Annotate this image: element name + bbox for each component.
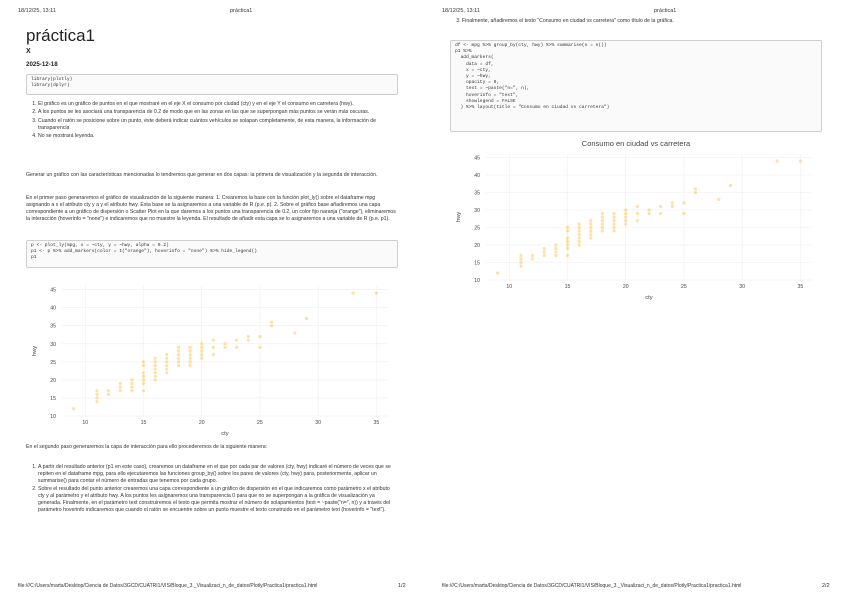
scatter-point[interactable] bbox=[531, 257, 534, 260]
scatter-point[interactable] bbox=[154, 364, 157, 367]
x-axis-label: cty bbox=[645, 295, 653, 301]
scatter-point[interactable] bbox=[200, 342, 203, 345]
scatter-point[interactable] bbox=[589, 226, 592, 229]
scatter-point[interactable] bbox=[165, 371, 168, 374]
scatter-point[interactable] bbox=[612, 219, 615, 222]
scatter-point[interactable] bbox=[554, 250, 557, 253]
y-tick-label: 25 bbox=[474, 225, 480, 232]
scatter-point[interactable] bbox=[636, 212, 639, 215]
scatter-point[interactable] bbox=[165, 357, 168, 360]
code-line: text = ~paste("n=", n), bbox=[455, 86, 530, 92]
scatter-point[interactable] bbox=[142, 389, 145, 392]
scatter-point[interactable] bbox=[375, 292, 378, 295]
scatter-point[interactable] bbox=[578, 240, 581, 243]
scatter-point[interactable] bbox=[659, 205, 662, 208]
code-line: p <- plot_ly(mpg, x = ~cty, y = ~hwy, alpha = 0.2) bbox=[31, 243, 169, 248]
y-tick-label: 20 bbox=[50, 377, 56, 384]
scatter-point[interactable] bbox=[154, 378, 157, 381]
scatter-point[interactable] bbox=[142, 371, 145, 374]
scatter-point[interactable] bbox=[601, 219, 604, 222]
scatter-point[interactable] bbox=[107, 393, 110, 396]
scatter-point[interactable] bbox=[624, 219, 627, 222]
paragraph-intro: Generar un gráfico con las características mencionadas lo tendremos que generar en dos capas: la primera de visualización y la segunda de interacción. bbox=[26, 172, 378, 178]
y-tick-label: 30 bbox=[474, 208, 480, 214]
scatter-point[interactable] bbox=[671, 201, 674, 204]
scatter-point[interactable] bbox=[624, 222, 627, 225]
code-line: x = ~cty, bbox=[455, 67, 491, 73]
list-final-step bbox=[450, 18, 700, 26]
scatter-point[interactable] bbox=[212, 339, 215, 342]
header-title: práctica1 bbox=[230, 8, 253, 14]
y-tick-label: 35 bbox=[50, 323, 56, 330]
code-block-libraries bbox=[26, 74, 398, 95]
scatter-point[interactable] bbox=[671, 205, 674, 208]
scatter-point[interactable] bbox=[589, 236, 592, 239]
scatter-point[interactable] bbox=[566, 247, 569, 250]
scatter-point[interactable] bbox=[566, 240, 569, 243]
scatter-point[interactable] bbox=[578, 243, 581, 246]
scatter-point[interactable] bbox=[188, 360, 191, 363]
list-item: 3. Cuando el ratón se posicione sobre un punto, éste deberá indicar cuántos vehículos se solapan completamente, de esta manera, la información de transparencia bbox=[38, 118, 388, 132]
scatter-point[interactable] bbox=[107, 389, 110, 392]
scatter-point[interactable] bbox=[270, 324, 273, 327]
scatter-point[interactable] bbox=[601, 215, 604, 218]
scatter-point[interactable] bbox=[177, 349, 180, 352]
code-line: library(plotly) bbox=[31, 77, 73, 82]
y-tick-label: 30 bbox=[50, 341, 56, 348]
y-tick-label: 10 bbox=[50, 414, 56, 420]
list-item: 4. No se mostrará leyenda. bbox=[38, 133, 388, 140]
scatter-point[interactable] bbox=[624, 215, 627, 218]
y-tick-label: 15 bbox=[50, 395, 56, 402]
x-tick-label: 35 bbox=[373, 420, 380, 426]
scatter-point[interactable] bbox=[235, 346, 238, 349]
code-line: df <- mpg %>% group_by(cty, hwy) %>% summarise(n = n()) bbox=[455, 43, 607, 48]
scatter-point[interactable] bbox=[270, 321, 273, 324]
x-tick-label: 10 bbox=[506, 284, 513, 290]
scatter-point[interactable] bbox=[293, 331, 296, 334]
scatter-point[interactable] bbox=[682, 212, 685, 215]
scatter-point[interactable] bbox=[200, 346, 203, 349]
scatter-point[interactable] bbox=[95, 389, 98, 392]
x-tick-label: 35 bbox=[797, 284, 804, 290]
code-line: hoverinfo = "text", bbox=[455, 92, 519, 98]
scatter-point[interactable] bbox=[142, 360, 145, 363]
scatter-point[interactable] bbox=[729, 184, 732, 187]
scatter-point[interactable] bbox=[519, 257, 522, 260]
y-tick-label: 25 bbox=[50, 359, 56, 366]
scatter-point[interactable] bbox=[154, 371, 157, 374]
scatter-point[interactable] bbox=[177, 353, 180, 356]
scatter-point[interactable] bbox=[223, 342, 226, 345]
scatter-point[interactable] bbox=[578, 233, 581, 236]
page-title: práctica1 bbox=[26, 26, 95, 45]
scatter-point[interactable] bbox=[566, 243, 569, 246]
list-item: 1. El gráfico es un gráfico de puntos en el que mostraré en el eje X el consumo por ciudad (cty) y en el eje Y el consumo en carretera (hwy). bbox=[38, 101, 388, 108]
paragraph-step1: En el primer paso generaremos el gráfico de visualización de la siguiente manera: 1. Crearemos la base con la función plot_ly() sobre el dataframe mpg asignando a x el atributo cty y a y el atributo hwy. Esta base se la asignaremos a una variable de R (p.e. p). 2. Sobre el gráfico base añadiremos una capa correspondiente a un gráfico de dispersión o Scatter Plot en la que daremos a los puntos una transparencia de 0.2, un color fijo naranja ("orange"), eliminaremos la interacción (hoverinfo = "none") e indicaremos que no muestre la leyenda. El resultado de añadir esta capa se lo asignaremos a una variable de R (p.e. p1). bbox=[26, 195, 396, 222]
scatter-point[interactable] bbox=[566, 226, 569, 229]
code-line: opacity = 0, bbox=[455, 80, 500, 86]
y-tick-label: 35 bbox=[474, 190, 480, 197]
header-title: práctica1 bbox=[654, 8, 677, 14]
scatter-point[interactable] bbox=[647, 208, 650, 211]
scatter-point[interactable] bbox=[578, 226, 581, 229]
x-axis-label: cty bbox=[221, 431, 229, 437]
scatter-point[interactable] bbox=[519, 261, 522, 264]
scatter-point[interactable] bbox=[235, 339, 238, 342]
scatter-point[interactable] bbox=[188, 346, 191, 349]
scatter-point[interactable] bbox=[659, 212, 662, 215]
scatter-point[interactable] bbox=[566, 254, 569, 257]
scatter-point[interactable] bbox=[519, 254, 522, 257]
scatter-point[interactable] bbox=[612, 222, 615, 225]
scatter-point[interactable] bbox=[647, 212, 650, 215]
y-tick-label: 15 bbox=[474, 260, 480, 267]
chart-title: Consumo en ciudad vs carretera bbox=[581, 139, 691, 148]
scatter-point[interactable] bbox=[636, 219, 639, 222]
scatter-point[interactable] bbox=[188, 364, 191, 367]
scatter-point[interactable] bbox=[543, 250, 546, 253]
scatter-point[interactable] bbox=[351, 292, 354, 295]
code-block-p1 bbox=[26, 240, 398, 268]
scatter-point[interactable] bbox=[566, 229, 569, 232]
code-line: y = ~hwy, bbox=[455, 74, 491, 80]
scatter-point[interactable] bbox=[589, 229, 592, 232]
scatter-point[interactable] bbox=[694, 191, 697, 194]
scatter-chart-2[interactable] bbox=[450, 136, 822, 302]
scatter-point[interactable] bbox=[612, 215, 615, 218]
author: X bbox=[26, 48, 31, 55]
list-item: 2. Sobre el resultado del punto anterior crearemos una capa correspondiente a un gráfico de dispersión en el que indicaremos como parámetro x el atributo cty y al parámetro y el atributo hwy. A los puntos les asignaremos una transparencia 0 para que no se superpongan a la gráfica de visualización ya generada. Finalmente, en el parámetro text construiremos el texto que permita mostrar el número de solapamientos (text = ~paste("n=", n)) y a través del parámetro hoverinfo indicaremos que cuando el ratón se encuentre sobre un punto muestre el texto construido en el parámetro text (hoverinfo = "text"). bbox=[38, 486, 396, 514]
footer-path[interactable]: file:///C:/Users/marta/Desktop/Ciencia de Datos/3GCD/CUATRI1/VIS/Bloque_3._Visualizaci_n_de_datos/Plotly/Practica1/practica1.html bbox=[442, 583, 742, 589]
scatter-point[interactable] bbox=[589, 219, 592, 222]
scatter-point[interactable] bbox=[200, 357, 203, 360]
scatter-point[interactable] bbox=[566, 236, 569, 239]
y-tick-label: 10 bbox=[474, 278, 480, 284]
scatter-point[interactable] bbox=[589, 233, 592, 236]
header-datetime: 18/12/25, 13:11 bbox=[442, 8, 480, 14]
date: 2025-12-18 bbox=[26, 61, 58, 68]
scatter-point[interactable] bbox=[95, 400, 98, 403]
scatter-point[interactable] bbox=[305, 317, 308, 320]
scatter-point[interactable] bbox=[177, 364, 180, 367]
scatter-point[interactable] bbox=[165, 367, 168, 370]
scatter-point[interactable] bbox=[612, 229, 615, 232]
x-tick-label: 15 bbox=[140, 420, 147, 426]
scatter-point[interactable] bbox=[601, 229, 604, 232]
scatter-point[interactable] bbox=[543, 247, 546, 250]
scatter-point[interactable] bbox=[612, 226, 615, 229]
code-line: p1 %>% bbox=[455, 49, 472, 55]
scatter-point[interactable] bbox=[636, 205, 639, 208]
scatter-point[interactable] bbox=[142, 364, 145, 367]
scatter-point[interactable] bbox=[612, 212, 615, 215]
scatter-point[interactable] bbox=[72, 407, 75, 410]
header-datetime: 18/12/25, 13:11 bbox=[18, 8, 56, 14]
scatter-point[interactable] bbox=[188, 349, 191, 352]
scatter-point[interactable] bbox=[496, 271, 499, 274]
pdf-page-2 bbox=[424, 0, 848, 600]
scatter-point[interactable] bbox=[130, 389, 133, 392]
scatter-point[interactable] bbox=[531, 254, 534, 257]
scatter-point[interactable] bbox=[119, 389, 122, 392]
scatter-point[interactable] bbox=[554, 243, 557, 246]
paragraph-step2: En el segundo paso generaremos la capa de interacción para ello procederemos de la siguiente manera: bbox=[26, 444, 268, 450]
scatter-point[interactable] bbox=[119, 382, 122, 385]
scatter-point[interactable] bbox=[95, 393, 98, 396]
y-tick-label: 40 bbox=[50, 305, 56, 312]
scatter-point[interactable] bbox=[142, 375, 145, 378]
scatter-point[interactable] bbox=[142, 382, 145, 385]
x-tick-label: 10 bbox=[82, 420, 89, 426]
scatter-point[interactable] bbox=[601, 222, 604, 225]
scatter-point[interactable] bbox=[200, 349, 203, 352]
scatter-point[interactable] bbox=[154, 375, 157, 378]
scatter-point[interactable] bbox=[519, 264, 522, 267]
scatter-point[interactable] bbox=[554, 254, 557, 257]
x-tick-label: 25 bbox=[681, 284, 687, 290]
scatter-point[interactable] bbox=[212, 353, 215, 356]
footer-path[interactable]: file:///C:/Users/marta/Desktop/Ciencia de Datos/3GCD/CUATRI1/VIS/Bloque_3._Visualizaci_n_de_datos/Plotly/Practica1/practica1.html bbox=[18, 583, 318, 589]
scatter-point[interactable] bbox=[165, 360, 168, 363]
footer-page-number: 1/2 bbox=[398, 583, 406, 589]
code-block-interaction bbox=[450, 40, 822, 132]
y-tick-label: 40 bbox=[474, 173, 480, 179]
y-tick-label: 45 bbox=[474, 155, 480, 162]
x-tick-label: 25 bbox=[257, 420, 263, 426]
scatter-point[interactable] bbox=[682, 201, 685, 204]
y-tick-label: 45 bbox=[50, 287, 56, 294]
scatter-point[interactable] bbox=[624, 208, 627, 211]
scatter-point[interactable] bbox=[165, 353, 168, 356]
code-line: ) %>% layout(title = "Consumo en ciudad vs carretera") bbox=[455, 105, 610, 111]
list-item: 3. Finalmente, añadiremos el texto "Consumo en ciudad vs carretera" como título de la gráfica. bbox=[462, 18, 700, 25]
scatter-point[interactable] bbox=[165, 364, 168, 367]
scatter-point[interactable] bbox=[188, 357, 191, 360]
scatter-point[interactable] bbox=[543, 254, 546, 257]
scatter-point[interactable] bbox=[154, 360, 157, 363]
scatter-point[interactable] bbox=[247, 339, 250, 342]
code-line: library(dplyr) bbox=[31, 83, 70, 89]
scatter-point[interactable] bbox=[258, 346, 261, 349]
scatter-point[interactable] bbox=[212, 346, 215, 349]
scatter-point[interactable] bbox=[177, 346, 180, 349]
scatter-point[interactable] bbox=[578, 229, 581, 232]
scatter-point[interactable] bbox=[799, 159, 802, 162]
x-tick-label: 20 bbox=[198, 420, 205, 426]
scatter-point[interactable] bbox=[601, 226, 604, 229]
scatter-point[interactable] bbox=[578, 236, 581, 239]
scatter-point[interactable] bbox=[601, 212, 604, 215]
scatter-point[interactable] bbox=[223, 346, 226, 349]
scatter-point[interactable] bbox=[154, 367, 157, 370]
scatter-point[interactable] bbox=[589, 222, 592, 225]
x-tick-label: 30 bbox=[315, 420, 322, 426]
code-line: p1 <- p %>% add_markers(color = I("orange"), hoverinfo = "none") %>% hide_legend() bbox=[31, 249, 258, 255]
y-axis-label: hwy bbox=[32, 345, 38, 357]
scatter-point[interactable] bbox=[130, 386, 133, 389]
scatter-point[interactable] bbox=[130, 382, 133, 385]
scatter-point[interactable] bbox=[694, 187, 697, 190]
y-axis-label: hwy bbox=[456, 211, 462, 223]
list-requirements bbox=[26, 101, 388, 142]
scatter-point[interactable] bbox=[578, 222, 581, 225]
x-tick-label: 20 bbox=[622, 284, 629, 290]
scatter-point[interactable] bbox=[130, 378, 133, 381]
code-line: data = df, bbox=[455, 61, 494, 67]
footer-page-number: 2/2 bbox=[822, 583, 830, 589]
scatter-point[interactable] bbox=[154, 357, 157, 360]
scatter-point[interactable] bbox=[624, 212, 627, 215]
scatter-point[interactable] bbox=[188, 353, 191, 356]
code-line: add_markers( bbox=[455, 55, 494, 61]
code-line: p1 bbox=[31, 255, 37, 261]
scatter-point[interactable] bbox=[119, 386, 122, 389]
scatter-point[interactable] bbox=[200, 353, 203, 356]
scatter-point[interactable] bbox=[177, 360, 180, 363]
scatter-point[interactable] bbox=[95, 396, 98, 399]
scatter-point[interactable] bbox=[142, 378, 145, 381]
y-tick-label: 20 bbox=[474, 243, 480, 249]
scatter-point[interactable] bbox=[247, 335, 250, 338]
list-item: 1. A partir del resultado anterior (p1 en este caso), crearemos un dataframe en el que por cada par de valores (cty, hwy) indicaré el número de veces que se repiten en el dataframe mpg, para ello ejecutaremos las funciones group_by() sobre los pares de valores (cty, hwy) para, posteriormente, aplicar un summarise() para contar el número de entradas que tenemos por cada grupo. bbox=[38, 464, 396, 485]
x-tick-label: 15 bbox=[564, 284, 571, 290]
list-item: 2. A los puntos se les asociará una transparencia de 0.2 de modo que en las zonas en las que se superpongan más puntos se verán más oscuras. bbox=[38, 109, 388, 116]
scatter-point[interactable] bbox=[554, 247, 557, 250]
scatter-point[interactable] bbox=[177, 357, 180, 360]
list-interaction-steps bbox=[26, 464, 396, 516]
scatter-point[interactable] bbox=[717, 198, 720, 201]
code-line: showlegend = FALSE bbox=[455, 98, 516, 104]
scatter-chart-1[interactable] bbox=[26, 278, 398, 438]
scatter-point[interactable] bbox=[258, 335, 261, 338]
x-tick-label: 30 bbox=[739, 284, 746, 290]
scatter-point[interactable] bbox=[775, 159, 778, 162]
